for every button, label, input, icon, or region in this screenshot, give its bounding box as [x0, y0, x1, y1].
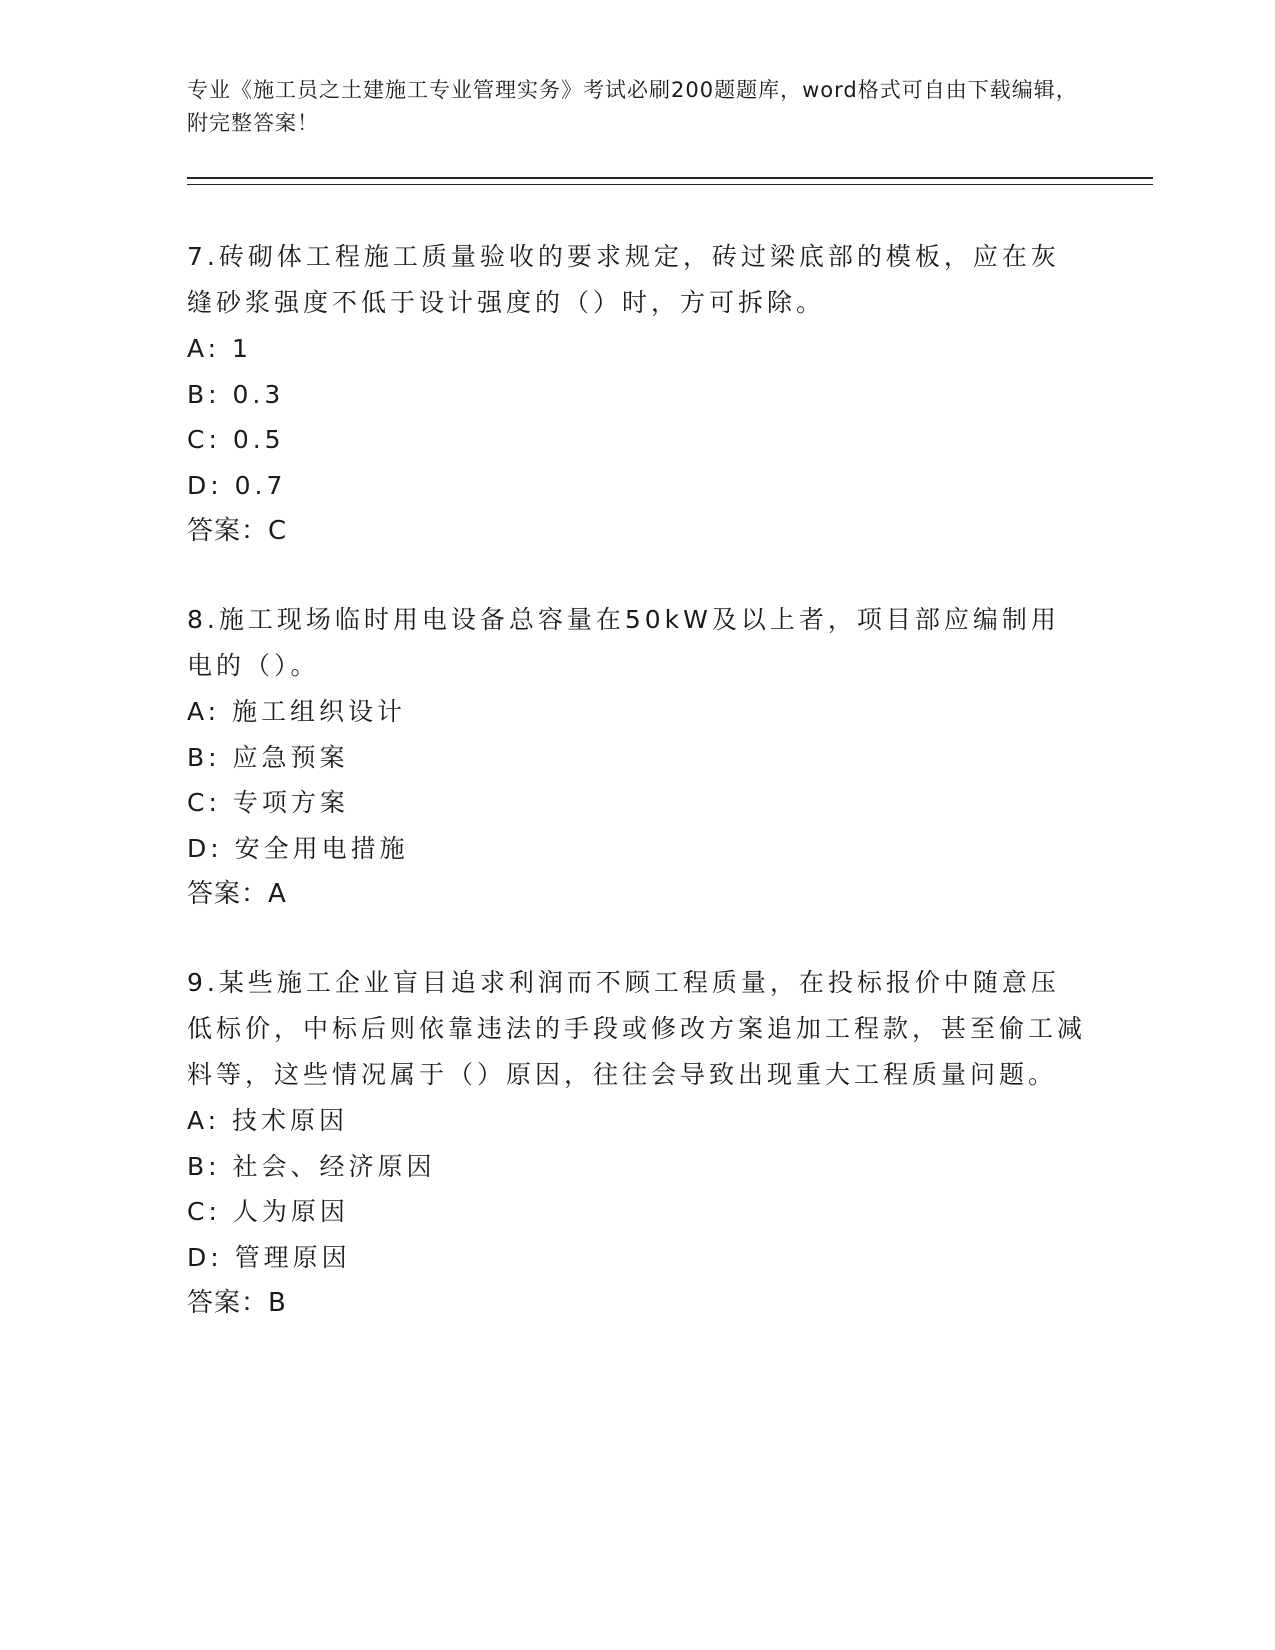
option-list	[187, 689, 1087, 871]
option-d: D: 管理原因	[187, 1242, 351, 1272]
answer-line: 答案：A	[187, 879, 287, 909]
option-b: B: 0.3	[187, 379, 285, 409]
option-b: B: 社会、经济原因	[187, 1151, 436, 1181]
option-a: A: 技术原因	[187, 1106, 349, 1135]
option-d: D: 安全用电措施	[187, 833, 409, 863]
question-9	[187, 960, 1087, 1326]
question-stem: 7.砖砌体工程施工质量验收的要求规定，砖过梁底部的模板，应在灰缝砂浆强度不低于设计强度的（）时，方可拆除。	[187, 242, 1060, 317]
answer-line: 答案：B	[187, 1288, 287, 1318]
option-b: B: 应急预案	[187, 742, 349, 772]
option-c: C: 人为原因	[187, 1197, 349, 1226]
option-a: A: 施工组织设计	[187, 697, 407, 726]
question-7	[187, 234, 1087, 554]
option-c: C: 专项方案	[187, 788, 349, 817]
option-list	[187, 326, 1087, 508]
question-stem: 8.施工现场临时用电设备总容量在50kW及以上者，项目部应编制用电的（）。	[187, 605, 1060, 680]
option-a: A: 1	[187, 334, 252, 363]
document-header-note: 专业《施工员之土建施工专业管理实务》考试必刷200题题库，word格式可自由下载编辑，附完整答案！	[187, 78, 1078, 135]
question-8	[187, 597, 1087, 917]
option-c: C: 0.5	[187, 425, 285, 454]
option-d: D: 0.7	[187, 470, 287, 500]
option-list	[187, 1098, 1087, 1280]
header-divider-thin	[187, 184, 1153, 185]
question-stem: 9.某些施工企业盲目追求利润而不顾工程质量，在投标报价中随意压低标价，中标后则依靠违法的手段或修改方案追加工程款，甚至偷工减料等，这些情况属于（）原因，往往会导致出现重大工程质量问题。	[187, 968, 1087, 1089]
header-divider-thick	[187, 177, 1153, 179]
answer-line: 答案：C	[187, 516, 288, 546]
